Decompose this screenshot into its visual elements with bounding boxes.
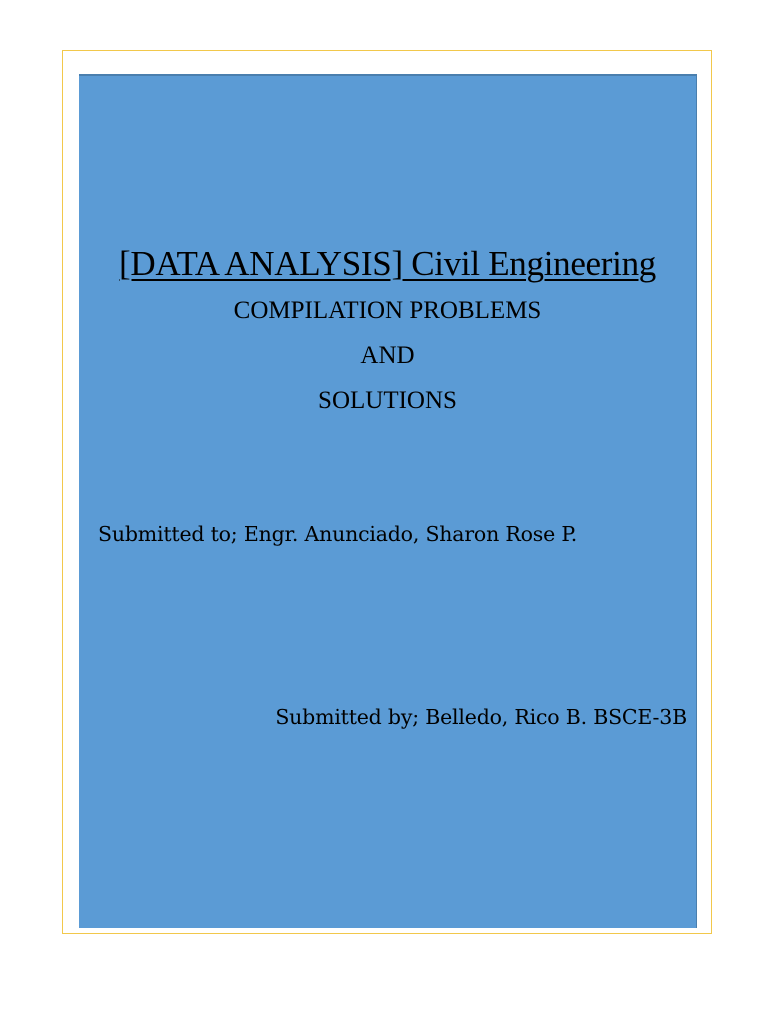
subtitle-line-2: AND xyxy=(360,342,415,369)
document-title: [DATA ANALYSIS] Civil Engineering xyxy=(119,244,656,283)
subtitle-line-1: COMPILATION PROBLEMS xyxy=(233,297,542,324)
subtitle-line-3: SOLUTIONS xyxy=(318,387,457,414)
submitted-to: Submitted to; Engr. Anunciado, Sharon Rose P. xyxy=(98,522,578,546)
submitted-by: Submitted by; Belledo, Rico B. BSCE-3B xyxy=(275,705,687,729)
cover-panel xyxy=(79,74,697,928)
